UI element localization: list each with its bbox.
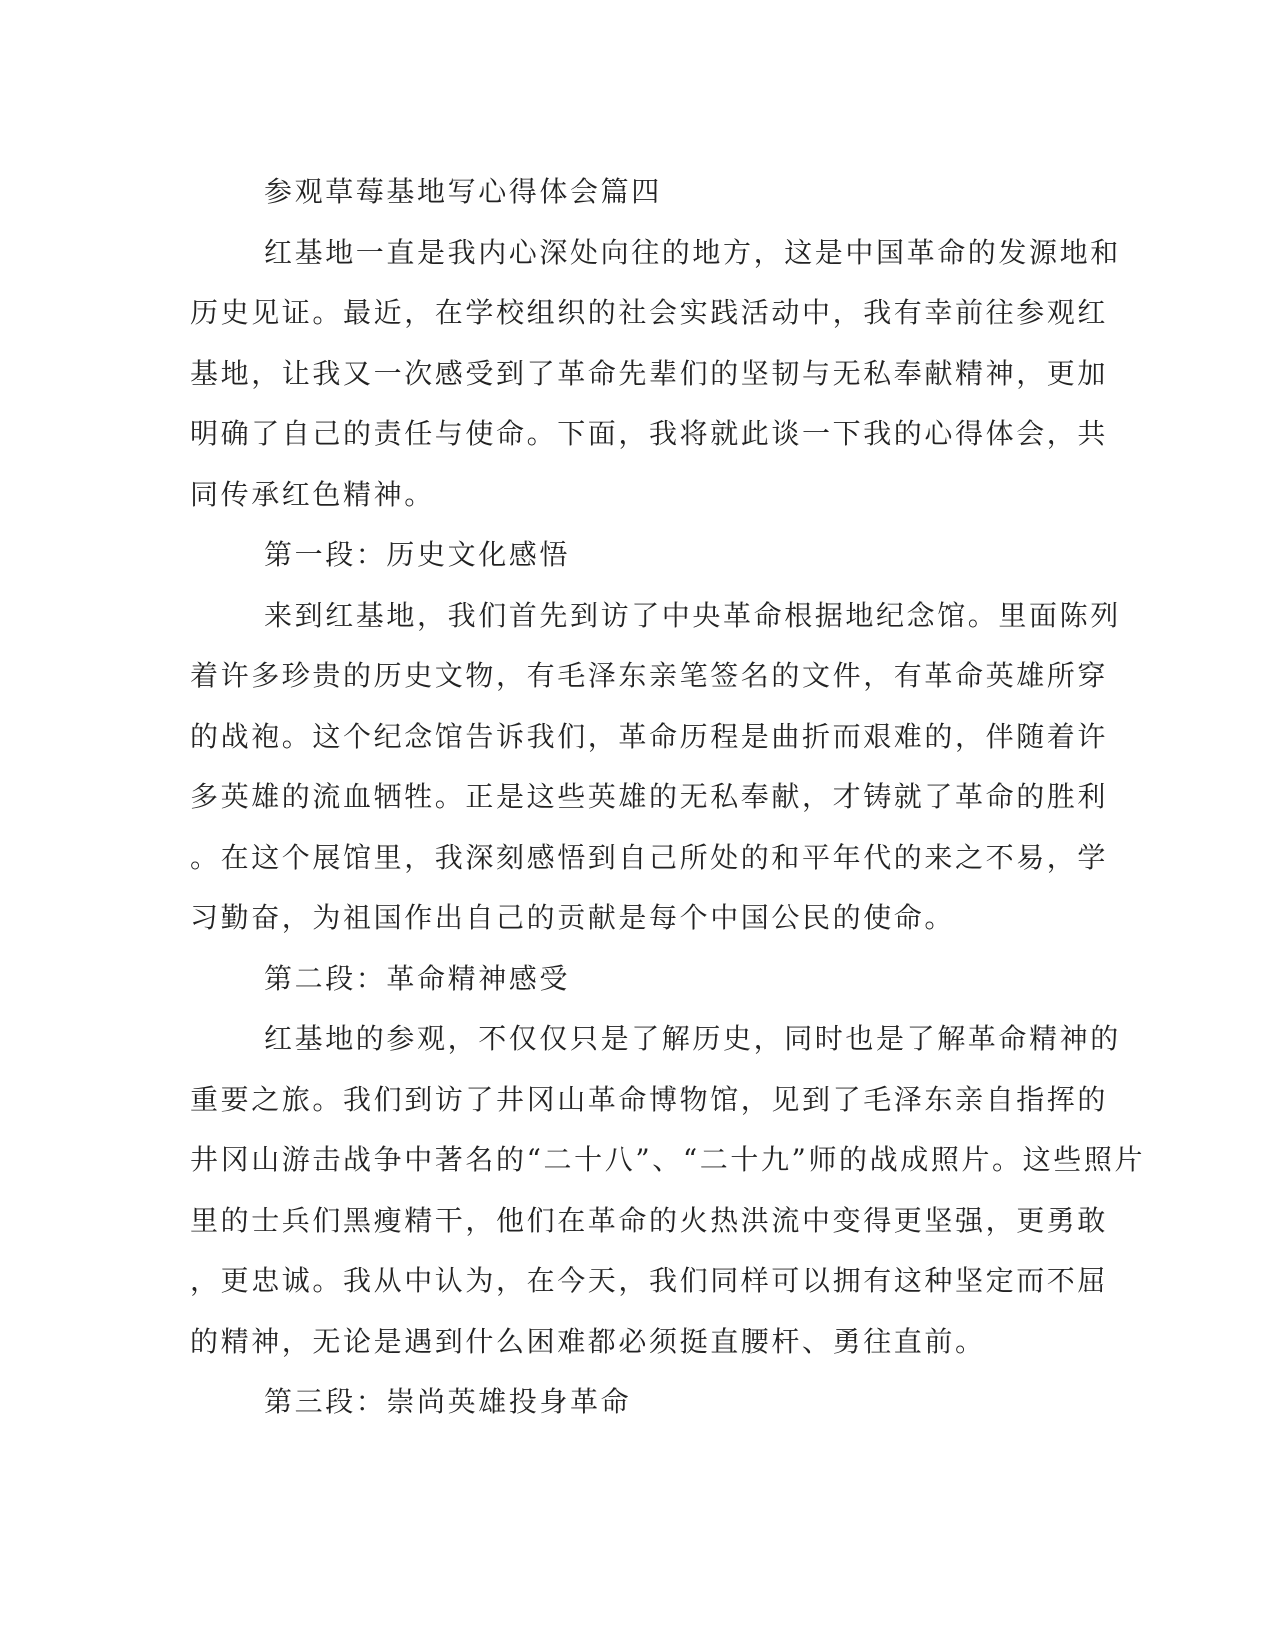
text-line: 明确了自己的责任与使命。下面，我将就此谈一下我的心得体会，共 [190, 417, 1109, 450]
text-line: 的精神，无论是遇到什么困难都必须挺直腰杆、勇往直前。 [190, 1324, 986, 1358]
text-line: 重要之旅。我们到访了井冈山革命博物馆，见到了毛泽东亲自指挥的 [190, 1082, 1109, 1116]
text-line: 同传承红色精神。 [190, 477, 435, 511]
section-heading-1: 第一段：历史文化感悟 [264, 538, 571, 571]
text-line: 井冈山游击战争中著名的“二十八”、“二十九”师的战成照片。这些照片 [190, 1143, 1146, 1176]
text-line: 习勤奋，为祖国作出自己的贡献是每个中国公民的使命。 [190, 901, 956, 934]
text-line: 着许多珍贵的历史文物，有毛泽东亲笔签名的文件，有革命英雄所穿 [190, 659, 1109, 692]
text-line: 红基地一直是我内心深处向往的地方，这是中国革命的发源地和 [264, 235, 1121, 269]
text-line: 来到红基地，我们首先到访了中央革命根据地纪念馆。里面陈列 [264, 598, 1121, 632]
text-line: 的战袍。这个纪念馆告诉我们，革命历程是曲折而艰难的，伴随着许 [190, 719, 1109, 753]
text-line: 。在这个展馆里，我深刻感悟到自己所处的和平年代的来之不易，学 [190, 840, 1109, 874]
text-line: 历史见证。最近，在学校组织的社会实践活动中，我有幸前往参观红 [190, 296, 1109, 329]
text-line: 红基地的参观，不仅仅只是了解历史，同时也是了解革命精神的 [264, 1022, 1121, 1055]
text-line: ，更忠诚。我从中认为，在今天，我们同样可以拥有这种坚定而不屈 [190, 1264, 1109, 1297]
section-heading-3: 第三段：崇尚英雄投身革命 [264, 1385, 632, 1418]
section-heading-2: 第二段：革命精神感受 [264, 961, 571, 995]
document-title: 参观草莓基地写心得体会篇四 [264, 175, 662, 208]
text-line: 里的士兵们黑瘦精干，他们在革命的火热洪流中变得更坚强，更勇敢 [190, 1203, 1109, 1237]
text-line: 基地，让我又一次感受到了革命先辈们的坚韧与无私奉献精神，更加 [190, 356, 1109, 390]
document-body [190, 162, 1146, 1433]
text-line: 多英雄的流血牺牲。正是这些英雄的无私奉献，才铸就了革命的胜利 [190, 780, 1109, 813]
